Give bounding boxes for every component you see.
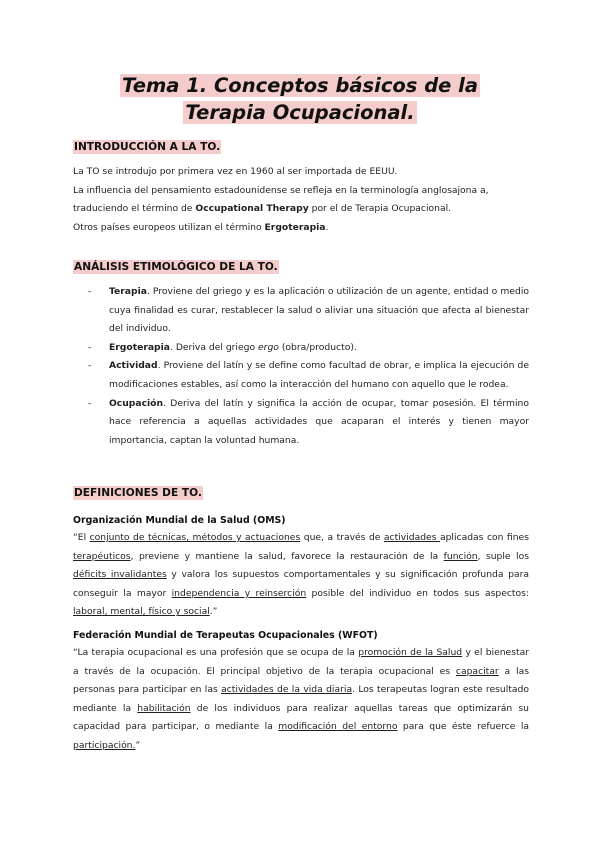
title-line-1: Tema 1. Conceptos básicos de la xyxy=(121,74,479,97)
text: posible del individuo en todos sus aspectos: xyxy=(306,587,530,599)
text: “El xyxy=(73,532,90,543)
intro-line-2: La influencia del pensamiento estadounidense se refleja en la terminología anglosajona a, xyxy=(73,184,489,196)
definition: . Proviene del latín y se define como facultad de obrar, e implica la ejecución de modificaciones estables, así como la interacción del humano con aquello que le rodea. xyxy=(109,360,529,390)
list-item xyxy=(88,283,529,339)
list-item xyxy=(88,339,529,358)
term-occupational-therapy: Occupational Therapy xyxy=(195,203,309,215)
underlined-text: déficits invalidantes xyxy=(73,569,167,581)
text: .” xyxy=(209,606,218,618)
term: Ocupación xyxy=(109,397,164,409)
definition: . Deriva del latín y significa la acción de ocupar, tomar posesión. El término hace referencia a aquellas actividades que acaparan el interés y tienen mayor importancia, captan la voluntad humana. xyxy=(109,397,529,446)
text: traduciendo el término de xyxy=(73,203,196,215)
text: . xyxy=(325,221,329,233)
defs-heading-text: DEFINICIONES DE TO. xyxy=(74,487,202,499)
bullet-dash: - xyxy=(88,341,92,353)
term-ergoterapia: Ergoterapia xyxy=(264,221,326,233)
intro-line-1: La TO se introdujo por primera vez en 1960 al ser importada de EEUU. xyxy=(73,166,398,177)
text: que, a través de xyxy=(300,532,384,543)
title-line-2: Terapia Ocupacional. xyxy=(185,101,415,124)
underlined-text: independencia y reinserción xyxy=(171,587,307,599)
underlined-text: promoción de la Salud xyxy=(358,647,463,658)
term: Actividad xyxy=(109,360,158,372)
text: y el bienestar a través de la ocupación. El principal objetivo de la terapia ocupacional es xyxy=(73,647,530,677)
text: “La terapia ocupacional es una profesión que se ocupa de la xyxy=(73,647,359,658)
underlined-text: actividades de la vida diaria xyxy=(221,684,353,696)
definition: . Deriva del griego xyxy=(169,341,259,353)
oms-title: Organización Mundial de la Salud (OMS) xyxy=(73,515,286,526)
bullet-dash: - xyxy=(88,397,92,409)
document-title xyxy=(0,72,600,126)
definition: (obra/producto). xyxy=(278,341,357,353)
bullet-dash: - xyxy=(88,360,92,372)
intro-paragraph xyxy=(73,163,529,237)
underlined-text: modificación del entorno xyxy=(278,721,398,733)
italic-word: ergo xyxy=(258,341,279,353)
text: a las personas para participar en las xyxy=(73,665,529,696)
oms-quote xyxy=(73,529,529,622)
term: Ergoterapia xyxy=(109,341,170,353)
bullet-dash: - xyxy=(88,286,92,297)
wfot-title: Federación Mundial de Terapeutas Ocupacionales (WFOT) xyxy=(73,630,378,641)
text: y valora los supuestos comportamentales y su significación profunda para conseguir la mayor xyxy=(73,569,530,599)
etym-heading-text: ANÁLISIS ETIMOLÓGICO DE LA TO. xyxy=(74,261,278,273)
underlined-text: laboral, mental, físico y social xyxy=(73,606,210,618)
defs-heading xyxy=(73,487,203,499)
definition: . Proviene del griego y es la aplicación o utilización de un agente, entidad o medio cuya finalidad es curar, restablecer la salud o aliviar una situación que afecta al bienestar del individuo. xyxy=(109,286,529,335)
underlined-text: terapéuticos xyxy=(73,550,131,562)
term: Terapia xyxy=(109,286,147,297)
wfot-quote xyxy=(73,644,529,756)
underlined-text: actividades xyxy=(383,532,440,543)
intro-line-3 xyxy=(73,200,529,219)
underlined-text: capacitar xyxy=(455,665,499,677)
intro-line-4 xyxy=(73,219,529,238)
underlined-text: función xyxy=(443,550,478,562)
intro-heading xyxy=(73,141,221,153)
text: por el de Terapia Ocupacional. xyxy=(308,203,452,215)
text: Otros países europeos utilizan el término xyxy=(73,221,265,233)
text: , previene y mantiene la salud, favorece la restauración de la xyxy=(130,550,444,562)
underlined-text: participación. xyxy=(73,739,136,751)
text: ” xyxy=(135,739,141,751)
text: , suple los xyxy=(477,550,529,562)
text: para que éste refuerce la xyxy=(397,721,530,733)
etym-heading xyxy=(73,261,279,273)
list-item xyxy=(88,395,529,451)
text: de los individuos para realizar aquellas tareas que optimizarán su capacidad para participar, o mediante la xyxy=(73,702,529,733)
underlined-text: conjunto de técnicas, métodos y actuaciones xyxy=(89,532,301,543)
etym-list xyxy=(88,283,529,450)
underlined-text: habilitación xyxy=(137,702,191,714)
list-item xyxy=(88,357,529,394)
text: . Los terapeutas logran este resultado mediante la xyxy=(73,684,529,714)
intro-heading-text: INTRODUCCIÓN A LA TO. xyxy=(74,141,221,153)
text: aplicadas con fines xyxy=(439,532,529,543)
